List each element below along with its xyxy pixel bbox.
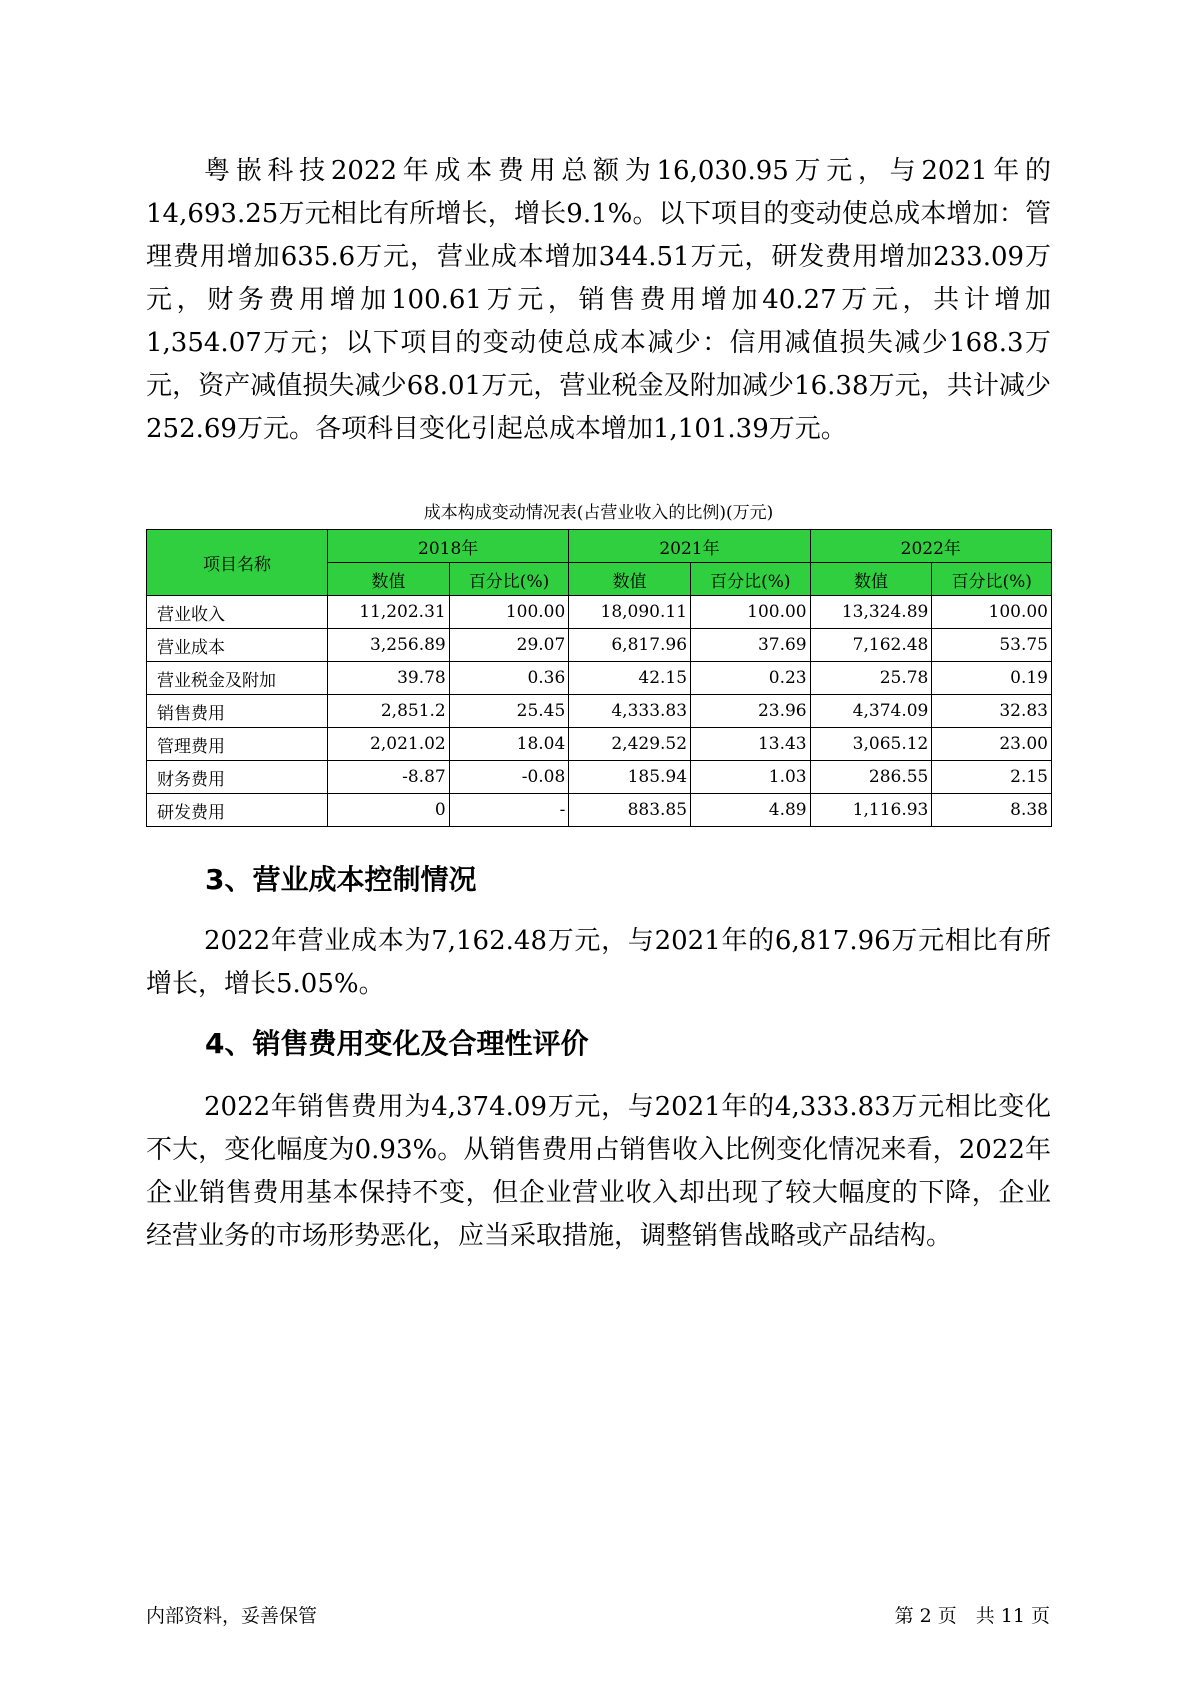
cell: 100.00 (691, 596, 811, 629)
cell: 1,116.93 (810, 794, 932, 827)
table-header-row-years (147, 530, 1052, 563)
cell: 2.15 (932, 761, 1052, 794)
cell: 100.00 (449, 596, 569, 629)
cell: 42.15 (569, 662, 691, 695)
cell: -0.08 (449, 761, 569, 794)
cell: 32.83 (932, 695, 1052, 728)
cell: 25.45 (449, 695, 569, 728)
table-row (147, 761, 1052, 794)
header-item-name: 项目名称 (147, 530, 328, 596)
cell: 23.96 (691, 695, 811, 728)
paragraph-cost-summary: 粤嵌科技2022年成本费用总额为16,030.95万元，与2021年的14,693.25万元相比有所增长，增长9.1%。以下项目的变动使总成本增加：管理费用增加635.6万元，营业成本增加344.51万元，研发费用增加233.09万元，财务费用增加100.61万元，销售费用增加40.27万元，共计增加1,354.07万元；以下项目的变动使总成本减少：信用减值损失减少168.3万元，资产减值损失减少68.01万元，营业税金及附加减少16.38万元，共计减少252.69万元。各项科目变化引起总成本增加1,101.39万元。 (146, 156, 1051, 444)
cell: 100.00 (932, 596, 1052, 629)
section-heading-cost-control: 3、营业成本控制情况 (205, 863, 477, 896)
cell: -8.87 (328, 761, 450, 794)
header-value-2018: 数值 (328, 563, 450, 596)
cell: 8.38 (932, 794, 1052, 827)
cell: 37.69 (691, 629, 811, 662)
cell: 0.23 (691, 662, 811, 695)
table-row (147, 662, 1052, 695)
cell: 185.94 (569, 761, 691, 794)
table-row (147, 596, 1052, 629)
table-row (147, 794, 1052, 827)
row-name: 销售费用 (147, 695, 328, 728)
cell: 13.43 (691, 728, 811, 761)
header-pct-2021: 百分比(%) (691, 563, 811, 596)
cell: 53.75 (932, 629, 1052, 662)
row-name: 营业收入 (147, 596, 328, 629)
header-value-2022: 数值 (810, 563, 932, 596)
cell: 23.00 (932, 728, 1052, 761)
header-year-2022: 2022年 (810, 530, 1051, 563)
table-row (147, 629, 1052, 662)
cell: 2,429.52 (569, 728, 691, 761)
cell: 0.19 (932, 662, 1052, 695)
header-pct-2018: 百分比(%) (449, 563, 569, 596)
cell: 3,065.12 (810, 728, 932, 761)
cell: - (449, 794, 569, 827)
table-row (147, 695, 1052, 728)
section-heading-sales-expense: 4、销售费用变化及合理性评价 (205, 1027, 589, 1060)
cell: 4,333.83 (569, 695, 691, 728)
cell: 286.55 (810, 761, 932, 794)
row-name: 财务费用 (147, 761, 328, 794)
cell: 7,162.48 (810, 629, 932, 662)
cell: 0.36 (449, 662, 569, 695)
cell: 3,256.89 (328, 629, 450, 662)
cell: 2,021.02 (328, 728, 450, 761)
header-value-2021: 数值 (569, 563, 691, 596)
paragraph-operating-cost: 2022年营业成本为7,162.48万元，与2021年的6,817.96万元相比有所增长，增长5.05%。 (146, 926, 1051, 999)
table-row (147, 728, 1052, 761)
cell: 883.85 (569, 794, 691, 827)
cell: 11,202.31 (328, 596, 450, 629)
paragraph-sales-expense: 2022年销售费用为4,374.09万元，与2021年的4,333.83万元相比变化不大，变化幅度为0.93%。从销售费用占销售收入比例变化情况来看，2022年企业销售费用基本保持不变，但企业营业收入却出现了较大幅度的下降，企业经营业务的市场形势恶化，应当采取措施，调整销售战略或产品结构。 (146, 1092, 1051, 1251)
cell: 13,324.89 (810, 596, 932, 629)
row-name: 研发费用 (147, 794, 328, 827)
cell: 2,851.2 (328, 695, 450, 728)
cost-structure-table (146, 529, 1052, 827)
header-pct-2022: 百分比(%) (932, 563, 1052, 596)
cell: 18,090.11 (569, 596, 691, 629)
table-caption: 成本构成变动情况表(占营业收入的比例)(万元) (423, 503, 774, 523)
cell: 29.07 (449, 629, 569, 662)
row-name: 营业税金及附加 (147, 662, 328, 695)
header-year-2021: 2021年 (569, 530, 810, 563)
cell: 4,374.09 (810, 695, 932, 728)
footer-page-number: 第 2 页 共 11 页 (894, 1605, 1050, 1627)
cell: 1.03 (691, 761, 811, 794)
cell: 39.78 (328, 662, 450, 695)
cell: 18.04 (449, 728, 569, 761)
footer-confidential-note: 内部资料，妥善保管 (146, 1605, 318, 1627)
cell: 6,817.96 (569, 629, 691, 662)
cell: 0 (328, 794, 450, 827)
cell: 25.78 (810, 662, 932, 695)
row-name: 营业成本 (147, 629, 328, 662)
header-year-2018: 2018年 (328, 530, 569, 563)
row-name: 管理费用 (147, 728, 328, 761)
cell: 4.89 (691, 794, 811, 827)
